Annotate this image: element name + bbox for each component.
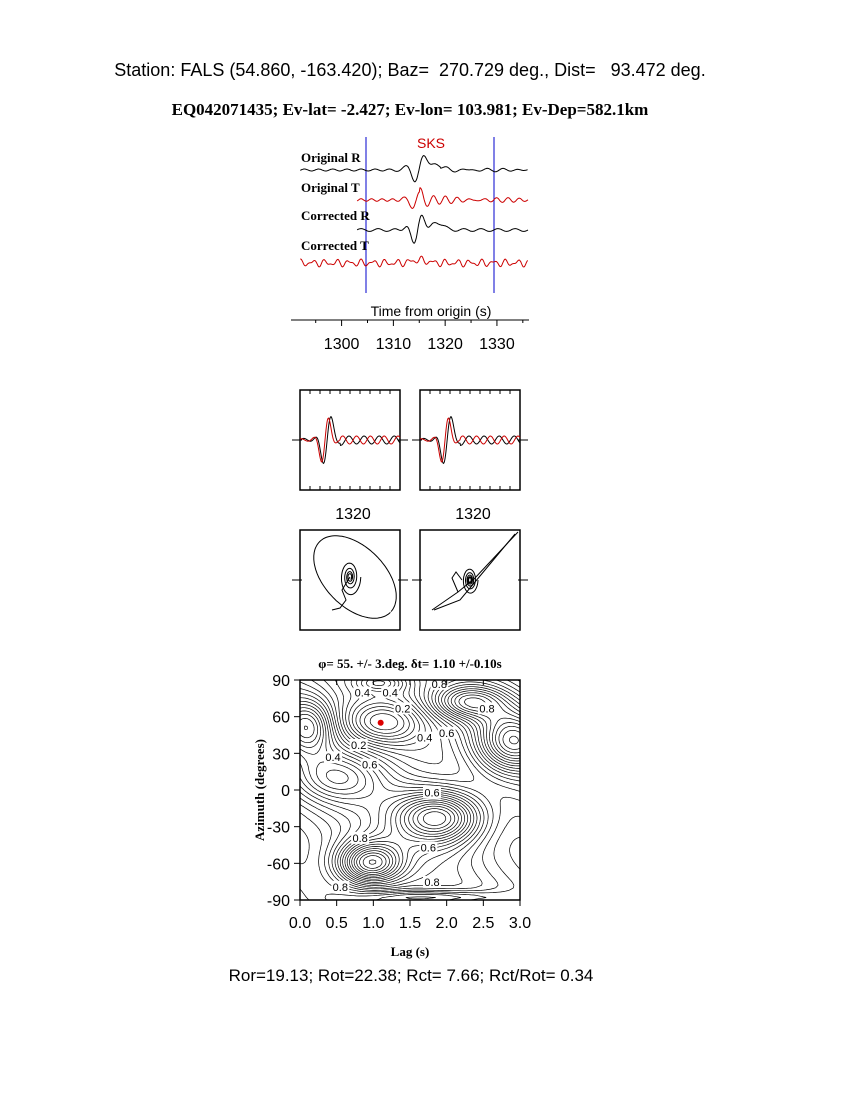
radial-waveform	[420, 417, 520, 464]
contour-label: 0.8	[431, 678, 447, 691]
trace-label-corrected-t: Corrected T	[301, 238, 369, 253]
contour-label: 0.8	[479, 703, 495, 716]
azimuth-tick-label: -30	[266, 819, 290, 837]
azimuth-tick-label: 90	[272, 673, 290, 690]
trace-label-original-t: Original T	[301, 180, 360, 195]
best-fit-marker	[378, 720, 384, 726]
contour-label: 0.6	[424, 787, 440, 800]
lag-axis-label: Lag (s)	[390, 944, 430, 959]
transverse-waveform	[300, 418, 400, 462]
original-particle-motion-loops	[342, 563, 361, 595]
waveform-box-right	[420, 390, 520, 490]
splitting-parameters-title: φ= 55. +/- 3.deg. δt= 1.10 +/-0.10s	[318, 656, 502, 671]
seismogram-panel	[291, 135, 529, 353]
phase-label: SKS	[416, 135, 446, 151]
waveform-comparison-panel	[292, 390, 528, 523]
lag-tick-label: 0.0	[288, 915, 312, 932]
time-axis-label: Time from origin (s)	[370, 303, 492, 319]
contour-label: 0.6	[362, 759, 378, 772]
contour-label: 0.4	[325, 752, 341, 765]
time-tick-label: 1320	[427, 336, 463, 353]
corrected-particle-motion-loops	[463, 569, 478, 593]
original-particle-motion-ellipse	[314, 536, 396, 618]
contour-label: 0.8	[352, 832, 368, 845]
lag-tick-label: 2.5	[472, 915, 495, 932]
waveform-box-left	[300, 390, 400, 490]
station-info-text: Station: FALS (54.860, -163.420); Baz= 270.729 deg., Dist= 93.472 deg.	[114, 60, 706, 80]
azimuth-axis-label: Azimuth (degrees)	[252, 739, 267, 841]
azimuth-tick-label: 60	[272, 709, 290, 727]
contour-line	[370, 714, 398, 730]
contour-line	[305, 695, 521, 874]
tick-label-1320-right: 1320	[455, 506, 491, 523]
time-tick-label: 1300	[323, 336, 360, 353]
particle-motion-panel	[292, 530, 528, 630]
particle-motion-box-corrected	[420, 530, 520, 630]
particle-motion-box-original	[300, 530, 400, 630]
energy-grid-panel	[252, 656, 531, 959]
contour-label: 0.8	[332, 881, 348, 894]
contour-label: 0.2	[351, 740, 367, 752]
azimuth-tick-label: 0	[281, 783, 290, 800]
lag-tick-label: 3.0	[508, 915, 532, 932]
corrected-r-trace	[357, 215, 528, 243]
lag-tick-label: 0.5	[325, 915, 348, 932]
original-t-trace	[357, 188, 528, 209]
lag-tick-label: 1.0	[362, 915, 385, 932]
contour-label: 0.4	[417, 732, 433, 745]
event-info-text: EQ042071435; Ev-lat= -2.427; Ev-lon= 103.981; Ev-Dep=582.1km	[171, 100, 649, 119]
contour-line	[300, 691, 520, 878]
time-tick-label: 1310	[375, 336, 412, 353]
corrected-particle-motion-line	[432, 532, 518, 610]
corrected-particle-motion-tail	[452, 572, 462, 592]
contour-label: 0.4	[382, 687, 398, 700]
radial-waveform	[300, 417, 400, 464]
corrected-t-trace	[300, 256, 527, 267]
corrected-particle-motion-line-2	[434, 534, 515, 610]
contour-label: 0.8	[424, 876, 440, 889]
lag-tick-label: 1.5	[398, 915, 422, 932]
azimuth-tick-label: 30	[272, 746, 290, 764]
azimuth-tick-label: -90	[266, 893, 290, 910]
contour-label: 0.6	[439, 727, 455, 740]
trace-label-corrected-r: Corrected R	[301, 208, 370, 223]
contour-label: 0.2	[395, 703, 411, 716]
lag-tick-label: 2.0	[435, 915, 458, 932]
contour-label: 0.4	[354, 687, 370, 700]
transverse-waveform	[420, 418, 520, 462]
tick-label-1320-left: 1320	[335, 506, 371, 523]
energy-ratios-text: Ror=19.13; Rot=22.38; Rct= 7.66; Rct/Rot= 0.34	[228, 966, 594, 985]
trace-label-original-r: Original R	[301, 150, 361, 165]
azimuth-tick-label: -60	[266, 856, 290, 874]
time-tick-label: 1330	[479, 336, 515, 353]
contour-label: 0.6	[420, 842, 436, 855]
